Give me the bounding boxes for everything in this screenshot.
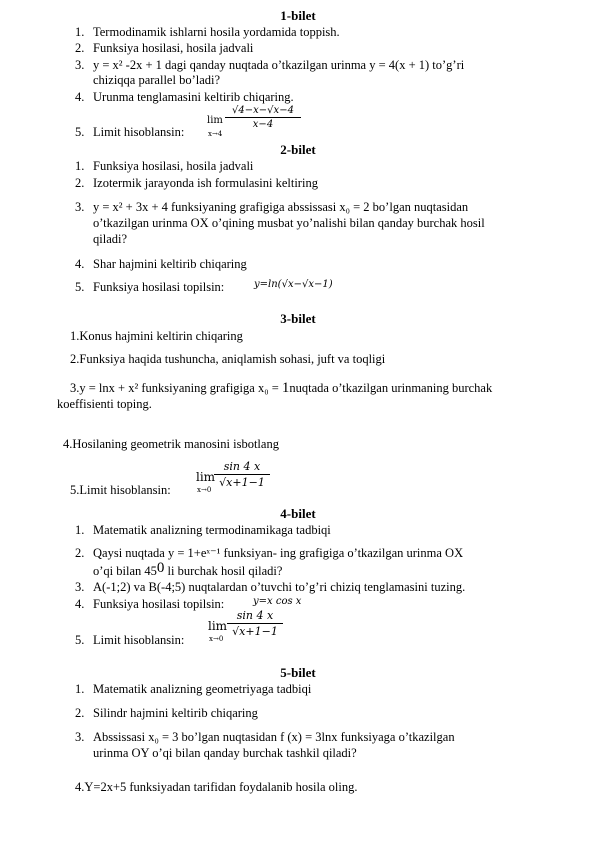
ticket-1-title: 1-bilet [280,8,316,23]
limit-subscript: x→0 [209,635,224,643]
ticket-4-title: 4-bilet [280,506,316,521]
ticket-3-title: 3-bilet [280,311,316,326]
fraction-denominator: √x+1−1 [219,476,265,489]
limit-symbol: lim [196,470,216,484]
ticket-4-item-2-end: li burchak hosil qiladi? [164,564,283,578]
ticket-1-item-2: Funksiya hosilasi, hosila jadvali [93,41,254,55]
ticket-3-item-5: 5.Limit hisoblansin: [70,483,171,497]
list-number: 4. [75,257,85,271]
ticket-1-item-5: Limit hisoblansin: [93,125,185,139]
list-number: 2. [75,176,85,190]
list-number: 1. [75,159,85,173]
list-number: 3. [75,58,85,72]
ticket-2-formula: y=ln(√x−√x−1) [254,279,333,290]
ticket-2-item-5: Funksiya hosilasi topilsin: [93,280,225,294]
ticket-4-item-2-line-1: Qaysi nuqtada y = 1+eˣ⁻¹ funksiyan- ing grafigiga o’tkazilgan urinma OX [93,546,464,560]
ticket-3-item-2: 2.Funksiya haqida tushuncha, aniqlamish sohasi, juft va toqligi [70,352,386,366]
ticket-5-item-3-line-2: urinma OY o’qi bilan qanday burchak tashkil qiladi? [93,746,357,760]
limit-subscript: x→0 [197,486,212,494]
list-number: 5. [75,125,85,139]
ticket-4-item-1: Matematik analizning termodinamikaga tadbiqi [93,523,331,537]
list-number: 4. [75,90,85,104]
list-number: 1. [75,523,85,537]
limit-fraction [214,460,270,490]
ticket-2-title: 2-bilet [280,142,316,157]
list-number: 5. [75,280,85,294]
list-number: 1. [75,682,85,696]
ticket-3-item-3-end: nuqtada o’tkazilgan urinmaning burchak [289,381,493,395]
ticket-1-item-3-line-2: chiziqqa parallel bo’ladi? [93,73,221,87]
limit-symbol: lim [208,619,228,633]
ticket-4-item-2-line-2 [93,560,283,579]
ticket-5-item-2: Silindr hajmini keltirib chiqaring [93,706,258,720]
ticket-4-item-2-start: o’qi bilan 45 [93,564,157,578]
ticket-2-item-2: Izotermik jarayonda ish formulasini keltiring [93,176,318,190]
limit-subscript: x→4 [208,130,223,138]
ticket-4-item-3: A(-1;2) va B(-4;5) nuqtalardan o’tuvchi to’g’ri chiziq tenglamasini tuzing. [93,580,466,594]
ticket-1-item-3-line-1: y = x² -2x + 1 dagi qanday nuqtada o’tkazilgan urinma y = 4(x + 1) to’g’ri [93,58,465,72]
ticket-3-item-3-line-2: koeffisienti toping. [57,397,152,411]
ticket-4-item-4: Funksiya hosilasi topilsin: [93,597,225,611]
fraction-numerator: √4−x−√x−4 [232,105,294,116]
list-number: 3. [75,730,85,744]
ticket-4-item-5: Limit hisoblansin: [93,633,185,647]
limit-symbol: lim [207,115,223,126]
ticket-2-item-3-line-2: o’tkazilgan urinma OX o’qining musbat yo’nalishi bilan qanday burchak hosil [93,216,485,230]
list-number: 3. [75,580,85,594]
degree-zero: 0 [156,560,165,576]
list-number: 1. [75,25,85,39]
ticket-3-item-3-line-1 [70,380,492,396]
ticket-2-item-4: Shar hajmini keltirib chiqaring [93,257,247,271]
ticket-2-item-1: Funksiya hosilasi, hosila jadvali [93,159,254,173]
ticket-1-item-1: Termodinamik ishlarni hosila yordamida toppish. [93,25,340,39]
list-number: 2. [75,706,85,720]
fraction-one: 1 [281,380,290,396]
ticket-2-item-3-line-1: y = x² + 3x + 4 funksiyaning grafigiga abssissasi x₀ = 2 bo’lgan nuqtasidan [93,200,469,214]
ticket-4-formula: y=x cos x [253,596,302,607]
ticket-5-item-4: 4.Y=2x+5 funksiyadan tarifidan foydalanib hosila oling. [75,780,358,794]
ticket-3-item-4: 4.Hosilaning geometrik manosini isbotlang [63,437,279,451]
ticket-5-item-1: Matematik analizning geometriyaga tadbiqi [93,682,312,696]
list-number: 2. [75,41,85,55]
fraction-numerator: sin 4 x [223,460,261,473]
list-number: 4. [75,597,85,611]
list-number: 5. [75,633,85,647]
limit-fraction [225,104,301,132]
fraction-numerator: sin 4 x [236,609,274,622]
ticket-3-item-1: 1.Konus hajmini keltirin chiqaring [70,329,243,343]
ticket-3-item-3-start: 3.y = lnx + x² funksiyaning grafigiga x₀ = [70,381,282,395]
ticket-1-item-4: Urunma tenglamasini keltirib chiqaring. [93,90,294,104]
ticket-5-title: 5-bilet [280,665,316,680]
ticket-5-item-3-line-1: Abssissasi x₀ = 3 bo’lgan nuqtasidan f (x) = 3lnx funksiyaga o’tkazilgan [93,730,455,744]
fraction-denominator: √x+1−1 [232,625,278,638]
ticket-2-item-3-line-3: qiladi? [93,232,128,246]
list-number: 2. [75,546,85,560]
limit-fraction [227,609,283,639]
list-number: 3. [75,200,85,214]
fraction-denominator: x−4 [252,119,274,130]
